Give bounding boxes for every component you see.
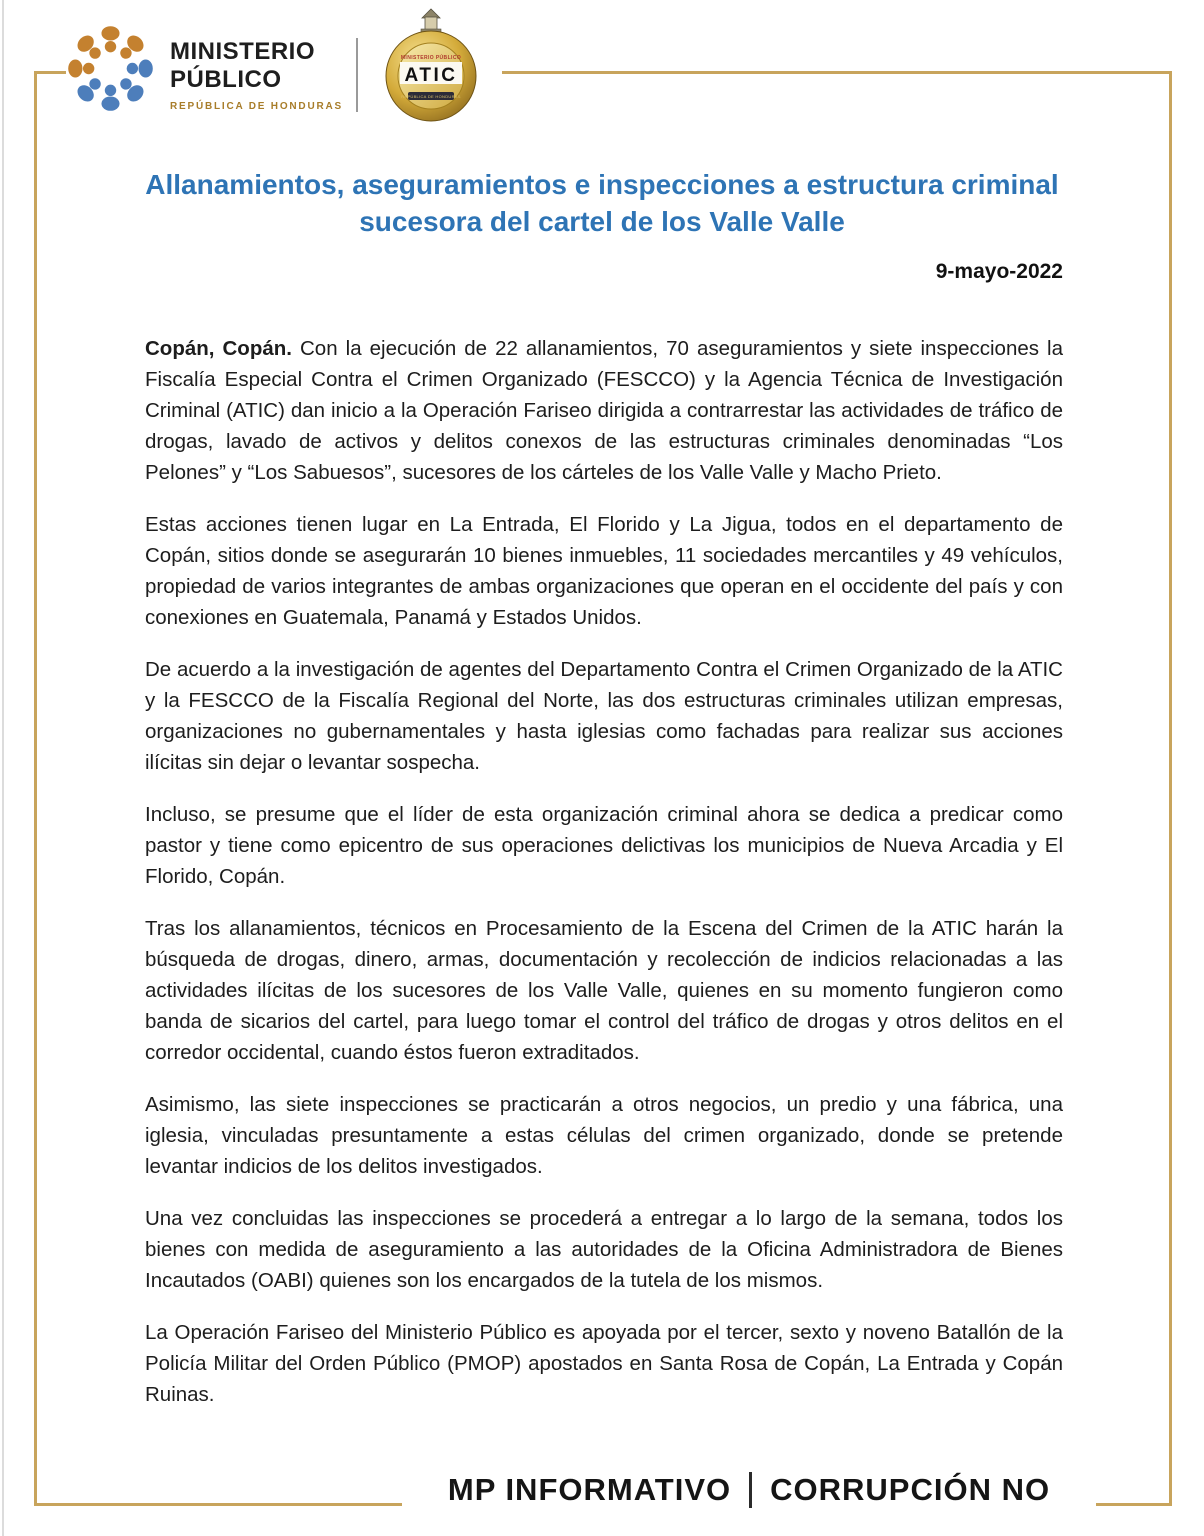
person-figure-icon xyxy=(127,59,153,77)
paragraph-lead: Copán, Copán. xyxy=(145,337,300,360)
person-figure-icon xyxy=(74,74,105,105)
paragraph: Estas acciones tienen lugar en La Entrada, El Florido y La Jigua, todos en el departamento de Copán, sitios donde se asegurarán 10 bienes inmuebles, 11 sociedades mercantiles y 49 vehículos, propiedad de varios integrantes de ambas organizaciones que operan en el occidente del país y con conexiones en Guatemala, Panamá y Estados Unidos. xyxy=(145,513,1063,629)
person-figure-icon xyxy=(116,32,147,63)
atic-badge-icon xyxy=(383,4,479,124)
mp-wordmark-subtitle: REPÚBLICA DE HONDURAS xyxy=(170,101,343,112)
person-figure-icon xyxy=(68,59,94,77)
frame-bottom-left-line xyxy=(34,1503,402,1506)
footer-separator-bar xyxy=(749,1472,752,1508)
paragraph: Copán, Copán. Con la ejecución de 22 allanamientos, 70 aseguramientos y siete inspecciones la Fiscalía Especial Contra el Crimen Organizado (FESCCO) y la Agencia Técnica de Investigación Criminal (ATIC) dan inicio a la Operación Fariseo dirigida a contrarrestar las actividades de tráfico de drogas, lavado de activos y delitos conexos de las estructuras criminales denominadas “Los Pelones” y “Los Sabuesos”, sucesores de los cárteles de los Valle Valle y Macho Prieto. xyxy=(145,337,1063,484)
ministerio-publico-logo-icon xyxy=(63,21,158,116)
mp-wordmark-line1: MINISTERIO xyxy=(170,38,316,65)
atic-top-microtext: MINISTERIO PÚBLICO xyxy=(400,55,462,61)
frame-top-right-line xyxy=(502,71,1172,74)
footer xyxy=(402,1472,1096,1508)
frame-bottom-right-arm xyxy=(1096,1503,1172,1506)
date-label: 9-mayo-2022 xyxy=(935,260,1063,283)
person-figure-icon xyxy=(116,74,147,105)
ministerio-publico-wordmark xyxy=(170,38,370,112)
page-title-line2: sucesora del cartel de los Valle Valle xyxy=(359,206,845,237)
frame-top-left-arm xyxy=(34,71,66,74)
footer-left-label: MP INFORMATIVO xyxy=(447,1472,732,1507)
footer-right-label: CORRUPCIÓN NO xyxy=(770,1472,1051,1507)
person-figure-icon xyxy=(101,85,119,111)
paragraph: Asimismo, las siete inspecciones se practicarán a otros negocios, un predio y una fábrica, una iglesia, vinculadas presuntamente a estas células del crimen organizado, donde se pretende levantar indicios de los delitos investigados. xyxy=(145,1093,1063,1178)
mp-wordmark-line2: PÚBLICO xyxy=(170,66,282,93)
crest-icon xyxy=(421,9,441,32)
page-title xyxy=(100,166,1104,240)
logo-divider-line xyxy=(356,38,358,112)
atic-bottom-microtext: REPÚBLICA DE HONDURAS xyxy=(401,94,461,99)
page-edge-line xyxy=(2,0,4,1536)
frame-right-line xyxy=(1169,71,1172,1506)
paragraph: Una vez concluidas las inspecciones se procederá a entregar a lo largo de la semana, todos los bienes con medida de aseguramiento a las autoridades de la Oficina Administradora de Bienes Incautados (OABI) quienes son los encargados de la tutela de los mismos. xyxy=(145,1207,1063,1292)
paragraph: Incluso, se presume que el líder de esta organización criminal ahora se dedica a predicar como pastor y tiene como epicentro de sus operaciones delictivas los municipios de Nueva Arcadia y El Florido, Copán. xyxy=(145,803,1063,888)
page-title-line1: Allanamientos, aseguramientos e inspecciones a estructura criminal xyxy=(145,169,1059,200)
body-paragraphs xyxy=(145,333,1063,1431)
person-figure-icon xyxy=(74,32,105,63)
atic-label: ATIC xyxy=(404,65,458,86)
paragraph: La Operación Fariseo del Ministerio Público es apoyada por el tercer, sexto y noveno Batallón de la Policía Militar del Orden Público (PMOP) apostados en Santa Rosa de Copán, La Entrada y Copán Ruinas. xyxy=(145,1321,1063,1406)
paragraph: De acuerdo a la investigación de agentes del Departamento Contra el Crimen Organizado de la ATIC y la FESCCO de la Fiscalía Regional del Norte, las dos estructuras criminales utilizan empresas, organizaciones no gubernamentales y hasta iglesias como fachadas para realizar sus acciones ilícitas sin dejar o levantar sospecha. xyxy=(145,658,1063,774)
paragraph: Tras los allanamientos, técnicos en Procesamiento de la Escena del Crimen de la ATIC harán la búsqueda de drogas, dinero, armas, documentación y recolección de indicios relacionadas a las actividades ilícitas de los sucesores de los Valle Valle, quienes en su momento fungieron como banda de sicarios del cartel, para luego tomar el control del tráfico de drogas y otros delitos en el corredor occidental, cuando éstos fueron extraditados. xyxy=(145,917,1063,1064)
frame-left-line xyxy=(34,71,37,1506)
person-figure-icon xyxy=(101,26,119,52)
